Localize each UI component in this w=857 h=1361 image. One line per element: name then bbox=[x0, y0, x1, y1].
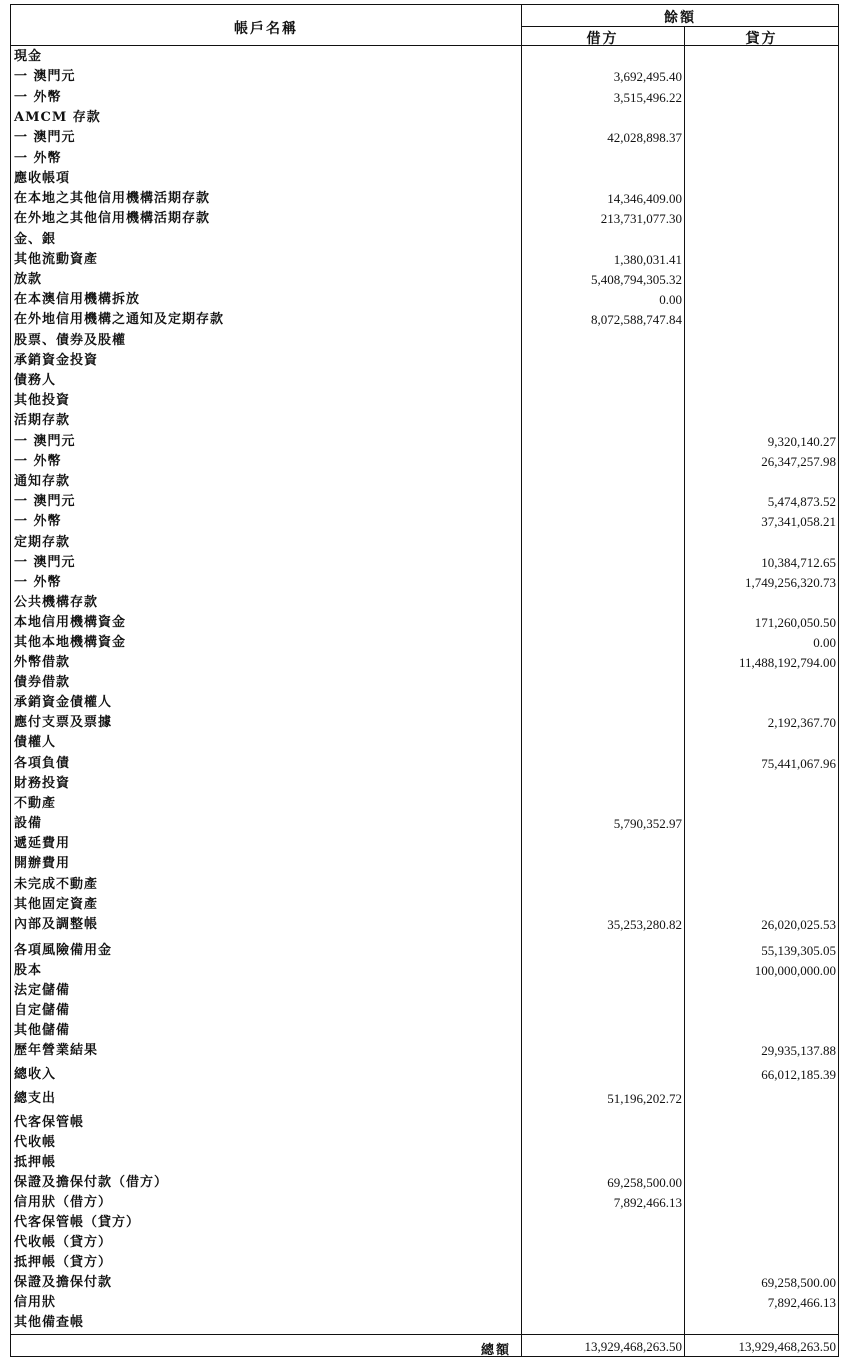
account-name: 債權人 bbox=[14, 735, 57, 750]
credit-value: 26,347,257.98 bbox=[761, 454, 836, 469]
debit-value: 0.00 bbox=[659, 292, 682, 307]
account-name: 抵押帳 bbox=[14, 1155, 57, 1170]
debit-value: 213,731,077.30 bbox=[600, 211, 682, 226]
account-name: 法定儲備 bbox=[14, 983, 71, 998]
account-name: 代收帳 bbox=[14, 1135, 57, 1150]
credit-value: 55,139,305.05 bbox=[761, 943, 836, 958]
credit-value: 66,012,185.39 bbox=[761, 1067, 836, 1082]
total-top-line bbox=[11, 1334, 838, 1335]
debit-value: 5,408,794,305.32 bbox=[591, 272, 682, 287]
account-name: 在外地之其他信用機構活期存款 bbox=[14, 211, 211, 226]
account-name: 承銷資金投資 bbox=[14, 353, 99, 368]
credit-value: 2,192,367.70 bbox=[767, 715, 836, 730]
credit-value: 10,384,712.65 bbox=[761, 555, 836, 570]
account-name: 本地信用機構資金 bbox=[14, 615, 127, 630]
account-name: 歷年營業結果 bbox=[14, 1043, 99, 1058]
account-name: 應付支票及票據 bbox=[14, 715, 113, 730]
account-name: 一 外幣 bbox=[14, 514, 62, 529]
account-name: 一 外幣 bbox=[14, 575, 62, 590]
credit-value: 26,020,025.53 bbox=[761, 917, 836, 932]
column-divider-debit-credit bbox=[684, 27, 685, 1356]
account-name: 債券借款 bbox=[14, 675, 71, 690]
credit-value: 7,892,466.13 bbox=[767, 1295, 836, 1310]
account-name: 在本澳信用機構拆放 bbox=[14, 292, 141, 307]
account-name: 信用狀（借方） bbox=[14, 1195, 113, 1210]
account-name: 外幣借款 bbox=[14, 655, 71, 670]
account-name: 一 外幣 bbox=[14, 454, 62, 469]
account-name: 承銷資金債權人 bbox=[14, 695, 113, 710]
account-name-header: 帳戶名稱 bbox=[234, 21, 298, 37]
account-name: 保證及擔保付款（借方） bbox=[14, 1175, 169, 1190]
account-name: 代客保管帳（貸方） bbox=[14, 1215, 141, 1230]
account-name: 在本地之其他信用機構活期存款 bbox=[14, 191, 211, 206]
credit-value: 37,341,058.21 bbox=[761, 514, 836, 529]
debit-value: 51,196,202.72 bbox=[607, 1091, 682, 1106]
account-name: 保證及擔保付款 bbox=[14, 1275, 113, 1290]
debit-value: 1,380,031.41 bbox=[613, 252, 682, 267]
credit-value: 0.00 bbox=[813, 635, 836, 650]
credit-value: 9,320,140.27 bbox=[767, 434, 836, 449]
debit-value: 8,072,588,747.84 bbox=[591, 312, 682, 327]
credit-value: 69,258,500.00 bbox=[761, 1275, 836, 1290]
account-name: 內部及調整帳 bbox=[14, 917, 99, 932]
account-name: 財務投資 bbox=[14, 776, 71, 791]
debit-value: 35,253,280.82 bbox=[607, 917, 682, 932]
account-name: 自定儲備 bbox=[14, 1003, 71, 1018]
account-name: 遞延費用 bbox=[14, 836, 71, 851]
account-name: 一 澳門元 bbox=[14, 69, 76, 84]
account-name: 不動產 bbox=[14, 796, 57, 811]
account-name: 放款 bbox=[14, 272, 43, 287]
trial-balance-table bbox=[10, 4, 839, 1357]
credit-value: 5,474,873.52 bbox=[767, 494, 836, 509]
credit-value: 171,260,050.50 bbox=[754, 615, 836, 630]
account-name: 一 澳門元 bbox=[14, 555, 76, 570]
account-name: 現金 bbox=[14, 49, 43, 64]
account-name: 股本 bbox=[14, 963, 43, 978]
account-name: 代客保管帳 bbox=[14, 1115, 85, 1130]
credit-value: 75,441,067.96 bbox=[761, 756, 836, 771]
account-name: 公共機構存款 bbox=[14, 595, 99, 610]
account-name: 其他投資 bbox=[14, 393, 71, 408]
account-name: 各項風險備用金 bbox=[14, 943, 113, 958]
debit-value: 14,346,409.00 bbox=[607, 191, 682, 206]
account-name: 其他本地機構資金 bbox=[14, 635, 127, 650]
account-name: 其他備查帳 bbox=[14, 1315, 85, 1330]
account-name: 活期存款 bbox=[14, 413, 71, 428]
credit-value: 11,488,192,794.00 bbox=[738, 655, 836, 670]
credit-value: 1,749,256,320.73 bbox=[745, 575, 836, 590]
account-name: 設備 bbox=[14, 816, 43, 831]
account-name: AMCM 存款 bbox=[14, 110, 101, 125]
account-name: 一 外幣 bbox=[14, 151, 62, 166]
credit-header: 貸方 bbox=[745, 31, 778, 47]
account-name: 一 澳門元 bbox=[14, 434, 76, 449]
balance-header: 餘額 bbox=[664, 10, 696, 26]
account-name: 一 外幣 bbox=[14, 90, 62, 105]
account-name: 總收入 bbox=[14, 1067, 57, 1082]
account-name: 抵押帳（貸方） bbox=[14, 1255, 113, 1270]
credit-value: 100,000,000.00 bbox=[754, 963, 836, 978]
account-name: 定期存款 bbox=[14, 535, 71, 550]
account-name: 一 澳門元 bbox=[14, 494, 76, 509]
account-name: 其他儲備 bbox=[14, 1023, 71, 1038]
account-name: 金、銀 bbox=[14, 232, 57, 247]
column-divider-name-debit bbox=[521, 5, 522, 1356]
total-label: 總額 bbox=[481, 1343, 512, 1358]
account-name: 應收帳項 bbox=[14, 171, 71, 186]
account-name: 通知存款 bbox=[14, 474, 71, 489]
debit-value: 3,515,496.22 bbox=[613, 90, 682, 105]
account-name: 其他流動資產 bbox=[14, 252, 99, 267]
debit-header: 借方 bbox=[586, 31, 619, 47]
debit-value: 7,892,466.13 bbox=[613, 1195, 682, 1210]
account-name: 總支出 bbox=[14, 1091, 57, 1106]
account-name: 其他固定資產 bbox=[14, 897, 99, 912]
account-name: 未完成不動產 bbox=[14, 877, 99, 892]
account-name: 債務人 bbox=[14, 373, 57, 388]
debit-value: 5,790,352.97 bbox=[613, 816, 682, 831]
credit-value: 29,935,137.88 bbox=[761, 1043, 836, 1058]
total-credit: 13,929,468,263.50 bbox=[738, 1339, 836, 1354]
account-name: 代收帳（貸方） bbox=[14, 1235, 113, 1250]
debit-value: 42,028,898.37 bbox=[607, 130, 682, 145]
account-name: 信用狀 bbox=[14, 1295, 57, 1310]
account-name: 各項負債 bbox=[14, 756, 71, 771]
account-name: 開辦費用 bbox=[14, 856, 71, 871]
account-name: 一 澳門元 bbox=[14, 130, 76, 145]
account-name: 股票、債券及股權 bbox=[14, 333, 127, 348]
total-debit: 13,929,468,263.50 bbox=[584, 1339, 682, 1354]
account-name: 在外地信用機構之通知及定期存款 bbox=[14, 312, 225, 327]
debit-value: 69,258,500.00 bbox=[607, 1175, 682, 1190]
debit-value: 3,692,495.40 bbox=[613, 69, 682, 84]
